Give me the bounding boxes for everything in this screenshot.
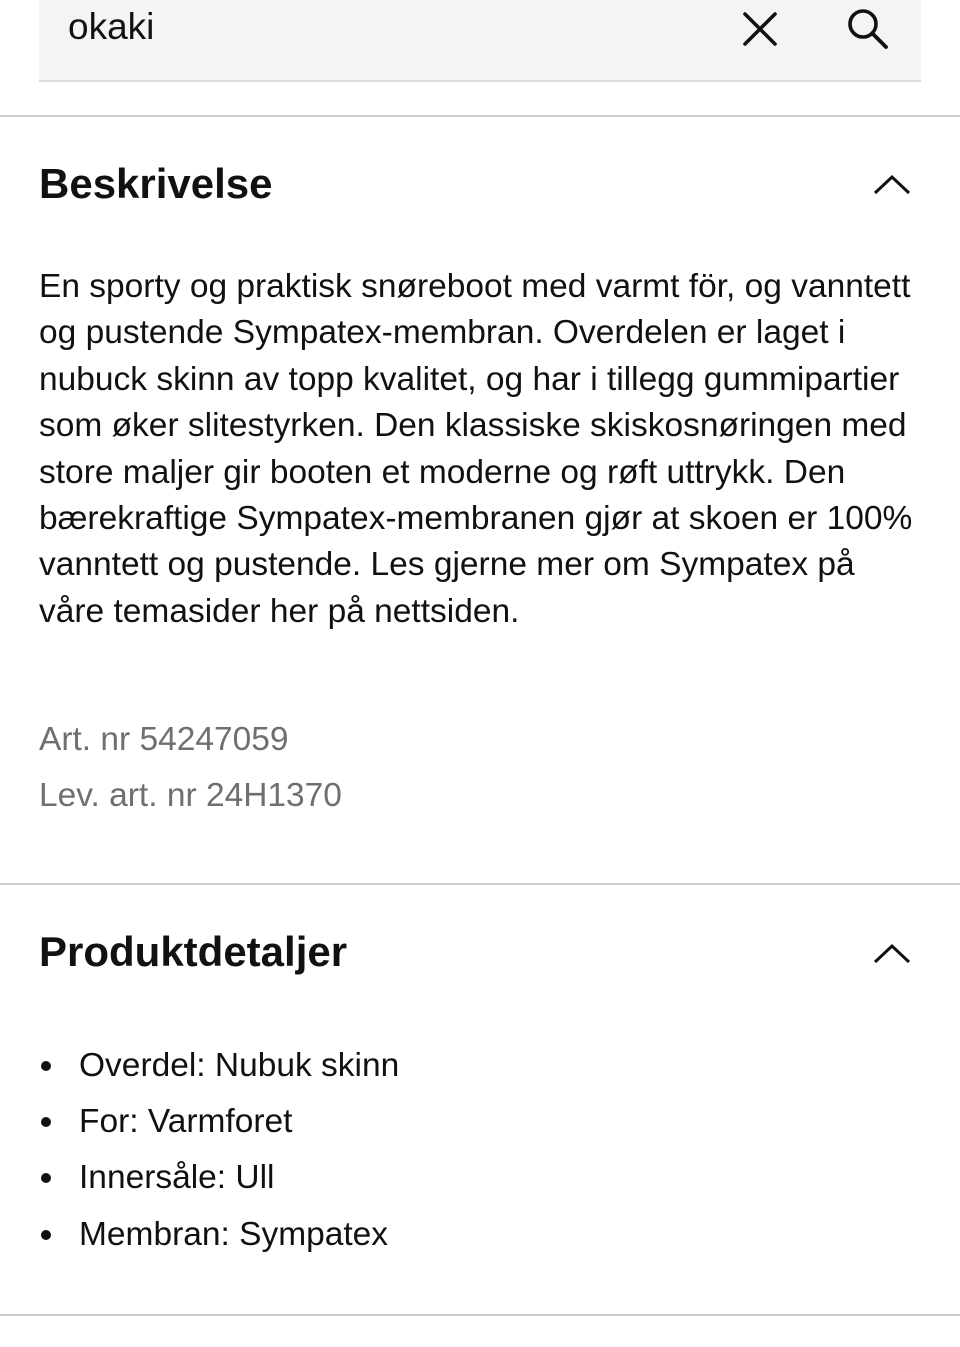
- search-button[interactable]: [845, 6, 891, 52]
- product-details-list: [39, 1038, 399, 1263]
- search-bar: [39, 0, 921, 82]
- bullet-icon: [41, 1061, 51, 1071]
- detail-text: Innersåle: Ull: [79, 1159, 275, 1197]
- divider: [0, 115, 960, 117]
- chevron-up-icon: [870, 170, 914, 200]
- supplier-article-number: Lev. art. nr 24H1370: [39, 777, 342, 814]
- bullet-icon: [41, 1173, 51, 1183]
- detail-text: For: Varmforet: [79, 1103, 293, 1141]
- bullet-icon: [41, 1230, 51, 1240]
- close-icon: [739, 8, 781, 50]
- detail-text: Membran: Sympatex: [79, 1215, 389, 1253]
- details-section-title[interactable]: Produktdetaljer: [39, 928, 348, 975]
- list-item: [39, 1038, 399, 1094]
- bullet-icon: [41, 1117, 51, 1127]
- search-icon: [845, 6, 891, 52]
- divider: [0, 1314, 960, 1316]
- product-description: En sporty og praktisk snøreboot med varmt för, og vanntett og pustende Sympatex-membran. Overdelen er laget i nubuck skinn av topp kvalitet, og har i tillegg gummipartier som øker slitestyrken. Den klassiske skiskosnøringen med store maljer gir booten et moderne og røft uttrykk. Den bærekraftige Sympatex-membranen gjør at skoen er 100% vanntett og pustende. Les gjerne mer om Sympatex på våre temasider her på nettsiden.: [39, 268, 913, 630]
- detail-text: Overdel: Nubuk skinn: [79, 1047, 400, 1084]
- clear-search-button[interactable]: [739, 8, 781, 50]
- description-section-title[interactable]: Beskrivelse: [39, 160, 273, 207]
- list-item: [39, 1150, 399, 1206]
- search-input[interactable]: [68, 2, 708, 52]
- details-toggle-button[interactable]: [870, 939, 914, 969]
- list-item: [39, 1207, 399, 1263]
- list-item: [39, 1094, 399, 1150]
- chevron-up-icon: [870, 939, 914, 969]
- description-toggle-button[interactable]: [870, 170, 914, 200]
- divider: [0, 883, 960, 885]
- article-number: Art. nr 54247059: [39, 721, 289, 758]
